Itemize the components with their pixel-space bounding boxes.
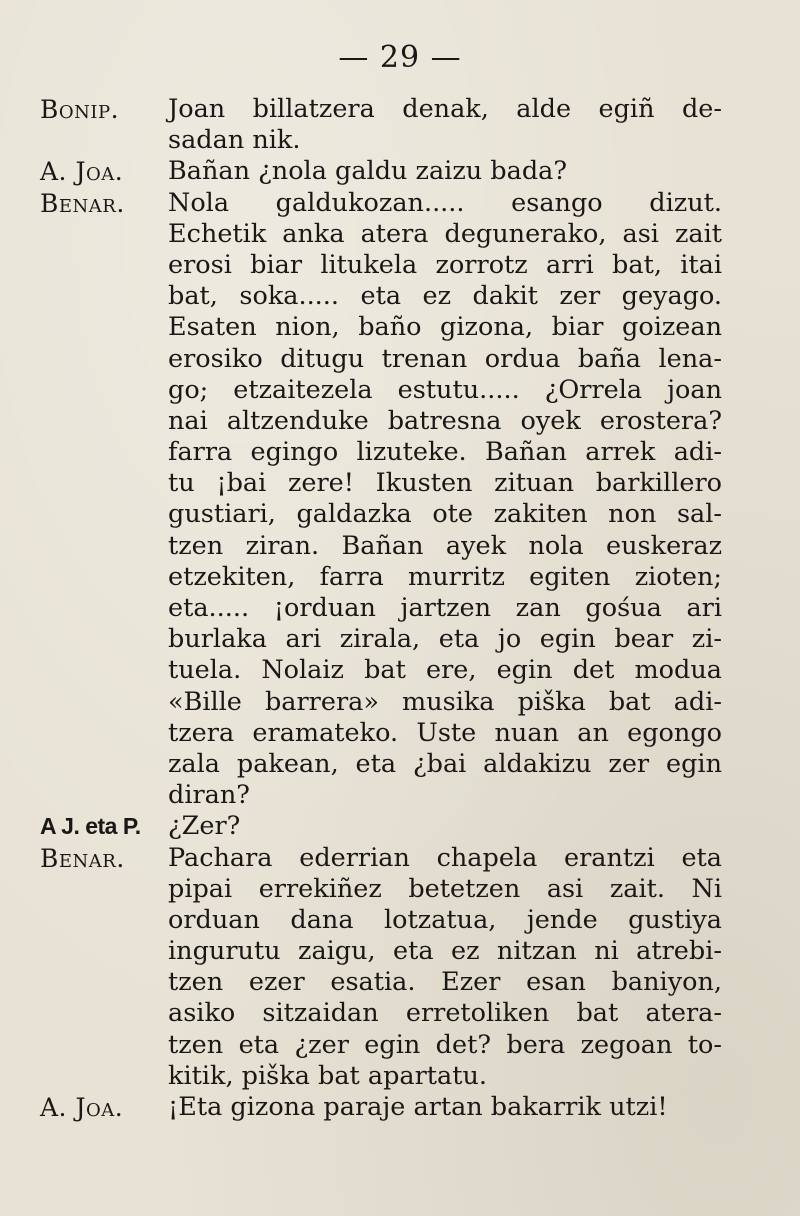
speech-block [0, 1092, 800, 1123]
text-line: bat, soka..... eta ez dakit zer geyago. [168, 281, 722, 312]
text-line: Echetik anka atera degunerako, asi zait [168, 218, 722, 249]
text-line: diran? [168, 780, 250, 811]
speech-block [0, 811, 800, 842]
text-line: burlaka ari zirala, eta jo egin bear zi- [168, 624, 722, 655]
text-line: sadan nik. [168, 125, 301, 156]
text-line: go; etzaitezela estutu..... ¿Orrela joan [168, 374, 722, 405]
speech-block [0, 94, 800, 156]
text-line: erosiko ditugu trenan ordua baña lena- [168, 343, 722, 374]
speaker-label: Bonip. [40, 95, 120, 124]
speech-text [168, 156, 722, 187]
speech-text [168, 843, 722, 1093]
speech-block [0, 156, 800, 187]
dialogue-body [0, 94, 800, 1123]
text-line: tzen ziran. Bañan ayek nola euskeraz [168, 530, 722, 561]
text-line: zala pakean, eta ¿bai aldakizu zer egin [168, 748, 722, 779]
text-line: ¡Eta gizona paraje artan bakarrik utzi! [168, 1092, 668, 1122]
text-line: Esaten nion, baño gizona, biar goizean [168, 312, 722, 343]
text-line: nai altzenduke batresna oyek erostera? [168, 405, 722, 436]
text-line: tzen ezer esatia. Ezer esan baniyon, [168, 967, 722, 998]
speaker-label: Benar. [40, 843, 125, 873]
text-line: tu ¡bai zere! Ikusten zituan barkillero [168, 468, 722, 499]
text-line: erosi biar litukela zorrotz arri bat, itai [168, 249, 722, 280]
speech-block [0, 843, 800, 1093]
speaker-label: A J. eta P. [40, 813, 141, 840]
text-line: Bañan ¿nola galdu zaizu bada? [168, 156, 568, 187]
speech-text [168, 188, 722, 812]
text-line: gustiari, galdazka ote zakiten non sal- [168, 499, 722, 530]
text-line: pipai errekiñez betetzen asi zait. Ni [168, 873, 722, 904]
text-line: orduan dana lotzatua, jende gustiya [168, 904, 722, 935]
text-line: Nola galdukozan..... esango dizut. [168, 187, 722, 218]
text-line: Joan billatzera denak, alde egiñ de- [168, 94, 722, 124]
speech-text [168, 1092, 722, 1123]
text-line: ¿Zer? [168, 811, 241, 842]
text-line: etzekiten, farra murritz egiten zioten; [168, 561, 722, 592]
text-line: tzera eramateko. Uste nuan an egongo [168, 717, 722, 748]
speech-text [168, 811, 722, 842]
text-line: eta..... ¡orduan jartzen zan gośua ari [168, 593, 722, 623]
text-line: ingurutu zaigu, eta ez nitzan ni atrebi- [168, 936, 722, 967]
page-number: — 29 — [338, 40, 462, 75]
text-line: tuela. Nolaiz bat ere, egin det modua [168, 655, 722, 686]
text-line: Pachara ederrian chapela erantzi eta [168, 842, 722, 873]
speech-block [0, 188, 800, 812]
speaker-label: Benar. [40, 188, 125, 218]
speaker-label: A. Joa. [40, 1093, 124, 1122]
text-line: tzen eta ¿zer egin det? bera zegoan to- [168, 1029, 722, 1060]
text-line: «Bille barrera» musika piška bat adi- [168, 686, 722, 717]
text-line: kitik, piška bat apartatu. [168, 1060, 488, 1091]
text-line: asiko sitzaidan erretoliken bat atera- [168, 998, 722, 1029]
speech-text [168, 94, 722, 156]
text-line: farra egingo lizuteke. Bañan arrek adi- [168, 437, 722, 468]
speaker-label: A. Joa. [40, 157, 124, 187]
